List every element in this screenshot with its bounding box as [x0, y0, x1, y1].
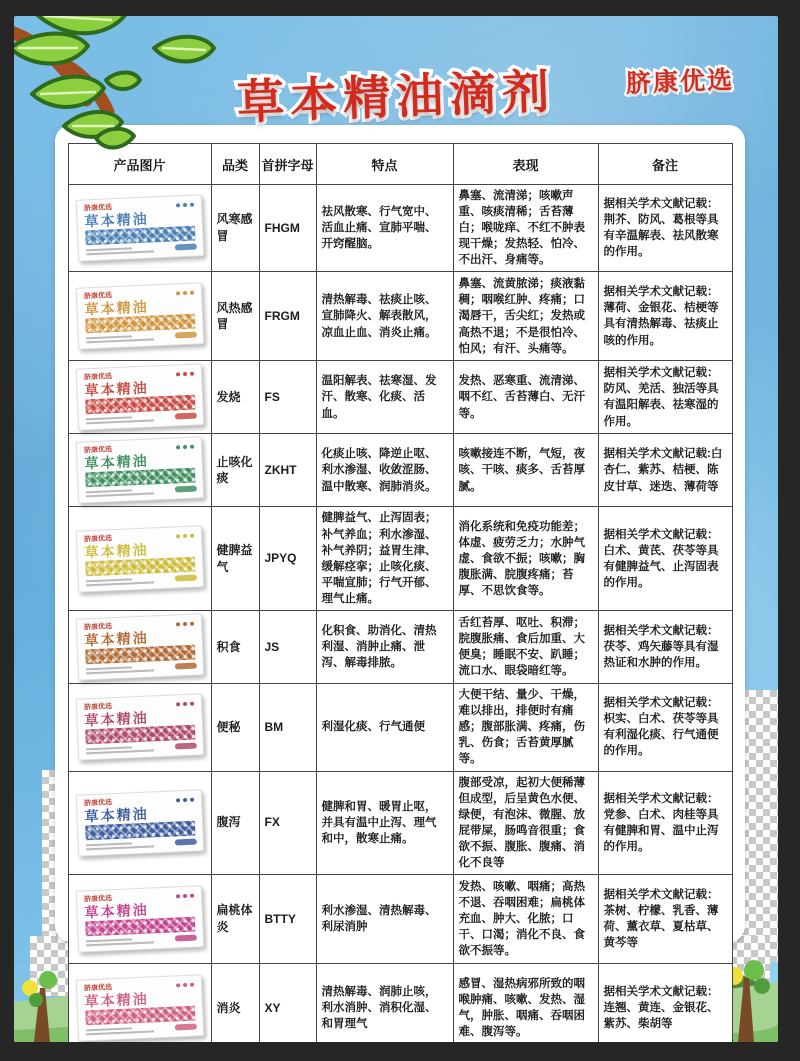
- product-box-pill: [174, 838, 196, 845]
- table-body: [68, 185, 732, 1043]
- product-box-brand: 脐康优选: [83, 292, 112, 301]
- page-title: 草本精油滴剂: [236, 64, 556, 129]
- product-box-image: [75, 437, 204, 504]
- category-cell: 消炎: [211, 964, 259, 1042]
- notes-cell: 据相关学术文献记载:白杏仁、紫苏、桔梗、陈皮甘草、迷迭、薄荷等: [598, 434, 732, 507]
- product-box-name: 草本精油: [83, 629, 149, 649]
- column-header-notes: 备注: [598, 144, 732, 185]
- symptoms-cell: 舌红苔厚、呕吐、积滞；脘腹胀痛、食后加重、大便臭；睡眠不安、趴睡；流口水、眼袋暗红等。: [453, 611, 598, 684]
- table-row: [68, 272, 732, 361]
- symptoms-cell: 感冒、湿热病邪所致的咽喉肿痛、咳嗽、发热、湿气，肿胀、咽痛、吞咽困难、腹泻等。: [453, 964, 598, 1042]
- product-box-name: 草本精油: [83, 299, 149, 318]
- product-box-brand: 脐康优选: [83, 623, 112, 632]
- table-row: [68, 434, 732, 507]
- product-image-cell: [68, 185, 211, 272]
- product-table: [68, 143, 733, 1042]
- category-cell: 积食: [211, 611, 259, 684]
- product-box-name: 草本精油: [83, 210, 149, 230]
- product-box-image: [75, 885, 204, 952]
- product-box-dots-icon: [175, 982, 193, 987]
- product-box-brand: 脐康优选: [83, 984, 112, 993]
- product-image-cell: [68, 771, 211, 875]
- table-row: [68, 611, 732, 684]
- symptoms-cell: 消化系统和免疫功能差；体虚、疲劳乏力；水肿气虚、食欲不振；咳嗽；胸腹胀满、脘腹疼痛；苔厚、不思饮食等。: [453, 507, 598, 611]
- category-cell: 腹泻: [211, 771, 259, 875]
- features-cell: 利湿化痰、行气通便: [316, 684, 453, 771]
- notes-cell: 据相关学术文献记载：枳实、白术、茯苓等具有利湿化痰、行气通便的作用。: [598, 684, 732, 771]
- product-image-cell: [68, 611, 211, 684]
- category-cell: 止咳化痰: [211, 434, 259, 507]
- table-row: [68, 361, 732, 434]
- product-box-dots-icon: [175, 701, 193, 706]
- pinyin-cell: BTTY: [259, 875, 316, 964]
- product-box-pattern: [85, 725, 196, 745]
- table-row: [68, 964, 732, 1042]
- product-box-brand: 脐康优选: [83, 534, 112, 544]
- notes-cell: 据相关学术文献记载：白术、黄芪、茯苓等具有健脾益气、止泻固表的作用。: [598, 507, 732, 611]
- product-image-cell: [68, 507, 211, 611]
- table-row: [68, 875, 732, 964]
- features-cell: 清热解毒、润肺止咳，利水消肿、消积化湿、和胃理气: [316, 964, 453, 1042]
- notes-cell: 据相关学术文献记载：茶树、柠檬、乳香、薄荷、薰衣草、夏枯草、黄芩等: [598, 875, 732, 964]
- pinyin-cell: JS: [259, 611, 316, 684]
- product-box-dots-icon: [175, 797, 193, 802]
- pinyin-cell: FS: [259, 361, 316, 434]
- product-box-dots-icon: [175, 202, 193, 207]
- product-box-dots-icon: [175, 372, 193, 377]
- product-box-dots-icon: [175, 893, 193, 898]
- product-image-cell: [68, 875, 211, 964]
- symptoms-cell: 发热、咳嗽、咽痛；高热不退、吞咽困难；扁桃体充血、肿大、化脓；口干、口渴；消化不良、食欲不振等。: [453, 875, 598, 964]
- category-cell: 发烧: [211, 361, 259, 434]
- features-cell: 利水渗湿、清热解毒、利尿消肿: [316, 875, 453, 964]
- pinyin-cell: FHGM: [259, 185, 316, 272]
- features-cell: 健脾益气、止泻固表；补气养血；利水渗湿、补气养阴；益胃生津、缓解痉挛；止咳化痰、平喘宣肺；行气开郁、理气止痛。: [316, 507, 453, 611]
- column-header-pinyin: 首拼字母: [259, 144, 316, 185]
- features-cell: 健脾和胃、暖胃止呕，并具有温中止泻、理气和中，散寒止痛。: [316, 771, 453, 875]
- features-cell: 温阳解表、祛寒湿、发汗、散寒、化痰、活血。: [316, 361, 453, 434]
- category-cell: 扁桃体炎: [211, 875, 259, 964]
- product-box-brand: 脐康优选: [83, 895, 112, 904]
- product-box-name: 草本精油: [83, 541, 149, 561]
- notes-cell: 据相关学术文献记载：防风、羌活、独活等具有温阳解表、祛寒湿的作用。: [598, 361, 732, 434]
- product-box-pattern: [85, 395, 196, 415]
- notes-cell: 据相关学术文献记载：党参、白术、肉桂等具有健脾和胃、温中止泻的作用。: [598, 771, 732, 875]
- product-box-pill: [174, 1024, 196, 1031]
- product-box-image: [75, 694, 204, 761]
- symptoms-cell: 鼻塞、流清涕；咳嗽声重、咳痰清稀；舌苔薄白；喉咙痒、不红不肿表现干燥；发热轻、怕冷、不出汗、身痛等。: [453, 185, 598, 272]
- product-box-pill: [174, 574, 196, 581]
- product-box-brand: 脐康优选: [83, 373, 112, 382]
- category-cell: 便秘: [211, 684, 259, 771]
- pinyin-cell: FRGM: [259, 272, 316, 361]
- product-box-image: [75, 283, 204, 350]
- content-panel: [55, 125, 745, 1039]
- column-header-symptoms: 表现: [453, 144, 598, 185]
- product-image-cell: [68, 964, 211, 1042]
- product-box-image: [75, 789, 204, 856]
- notes-cell: 据相关学术文献记载：茯苓、鸡矢藤等具有湿热证和水肿的作用。: [598, 611, 732, 684]
- product-box-dots-icon: [175, 291, 193, 296]
- product-box-image: [75, 364, 204, 431]
- category-cell: 风寒感冒: [211, 185, 259, 272]
- column-header-product-image: 产品图片: [68, 144, 211, 185]
- product-box-dots-icon: [175, 445, 193, 450]
- product-box-pattern: [85, 226, 196, 246]
- product-box-pill: [174, 244, 196, 251]
- product-image-cell: [68, 434, 211, 507]
- symptoms-cell: 咳嗽接连不断，气短，夜咳、干咳、痰多、舌苔厚腻。: [453, 434, 598, 507]
- product-box-pattern: [85, 468, 196, 488]
- features-cell: 清热解毒、祛痰止咳、宣肺降火、解表散风，凉血止血、消炎止痛。: [316, 272, 453, 361]
- product-image-cell: [68, 684, 211, 771]
- pinyin-cell: JPYQ: [259, 507, 316, 611]
- product-box-name: 草本精油: [83, 453, 149, 472]
- category-cell: 健脾益气: [211, 507, 259, 611]
- pinyin-cell: FX: [259, 771, 316, 875]
- product-box-brand: 脐康优选: [83, 703, 112, 712]
- product-box-image: [75, 613, 204, 680]
- product-box-image: [75, 195, 204, 262]
- product-box-name: 草本精油: [83, 990, 149, 1010]
- notes-cell: 据相关学术文献记载：荆芥、防风、葛根等具有辛温解表、祛风散寒的作用。: [598, 185, 732, 272]
- product-box-image: [75, 525, 204, 592]
- category-cell: 风热感冒: [211, 272, 259, 361]
- features-cell: 祛风散寒、行气宽中、活血止痛、宣肺平喘、开窍醒脑。: [316, 185, 453, 272]
- product-image-cell: [68, 272, 211, 361]
- symptoms-cell: 大便干结、量少、干燥，难以排出，排便时有痛感；腹部胀满、疼痛，伤乳、伤食；舌苔黄厚腻等。: [453, 684, 598, 771]
- table-row: [68, 507, 732, 611]
- column-header-features: 特点: [316, 144, 453, 185]
- product-image-cell: [68, 361, 211, 434]
- product-box-dots-icon: [175, 621, 193, 626]
- product-box-pill: [174, 935, 196, 942]
- brand-logo: 脐康优选: [625, 66, 735, 98]
- pinyin-cell: ZKHT: [259, 434, 316, 507]
- notes-cell: 据相关学术文献记载：薄荷、金银花、桔梗等具有清热解毒、祛痰止咳的作用。: [598, 272, 732, 361]
- poster: [14, 16, 778, 1042]
- symptoms-cell: 腹部受凉，起初大便稀薄但成型，后呈黄色水便、绿便，有泡沫、微腥、放屁带屎，肠鸣音很重；食欲不振、腹胀、腹痛、消化不良等: [453, 771, 598, 875]
- product-box-name: 草本精油: [83, 805, 149, 825]
- table-row: [68, 185, 732, 272]
- pinyin-cell: XY: [259, 964, 316, 1042]
- product-box-name: 草本精油: [83, 380, 149, 399]
- product-box-brand: 脐康优选: [83, 446, 112, 455]
- product-box-image: [75, 974, 204, 1041]
- pinyin-cell: BM: [259, 684, 316, 771]
- product-box-name: 草本精油: [83, 901, 149, 921]
- product-box-brand: 脐康优选: [83, 798, 112, 808]
- table-row: [68, 771, 732, 875]
- table-row: [68, 684, 732, 771]
- features-cell: 化积食、助消化、清热利湿、消肿止痛、泄泻、解毒排脓。: [316, 611, 453, 684]
- product-box-pattern: [85, 314, 196, 334]
- symptoms-cell: 鼻塞、流黄脓涕；痰液黏稠；咽喉红肿、疼痛；口渴唇干，舌尖红；发热或高热不退；不是很怕冷、怕风；有汗、头痛等。: [453, 272, 598, 361]
- product-box-brand: 脐康优选: [83, 204, 112, 213]
- symptoms-cell: 发热、恶寒重、流清涕、咽不红、舌苔薄白、无汗等。: [453, 361, 598, 434]
- notes-cell: 据相关学术文献记载：连翘、黄连、金银花、紫苏、柴胡等: [598, 964, 732, 1042]
- product-box-pill: [174, 663, 196, 670]
- column-header-category: 品类: [211, 144, 259, 185]
- features-cell: 化痰止咳、降逆止呕、利水渗湿、收敛涩肠、温中散寒、润肺消炎。: [316, 434, 453, 507]
- product-box-dots-icon: [175, 533, 193, 538]
- product-box-name: 草本精油: [83, 709, 149, 729]
